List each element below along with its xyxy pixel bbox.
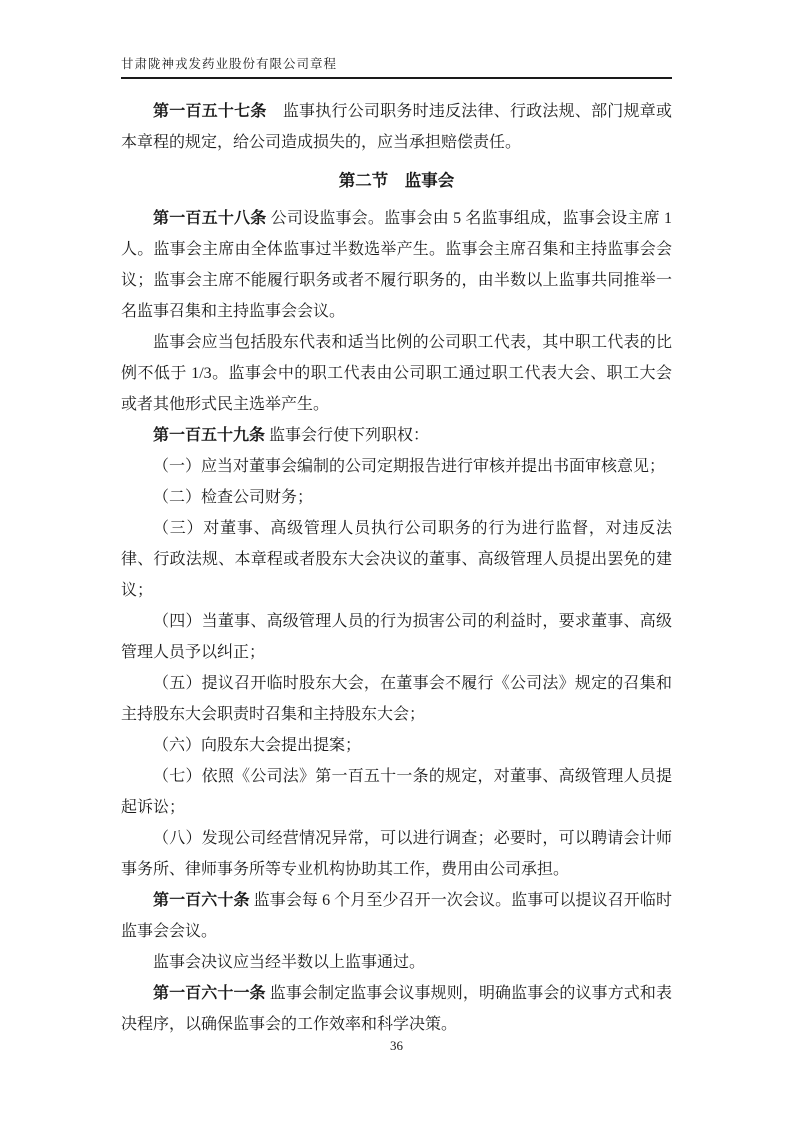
article-text: 监事会每 6 个月至少召开一次会议。监事可以提议召开临时监事会会议。 xyxy=(121,892,672,940)
article-text: 公司设监事会。监事会由 5 名监事组成，监事会设主席 1 人。监事会主席由全体监事过半数选举产生。监事会主席召集和主持监事会会议；监事会主席不能履行职务或者不履行职务的，由半数以上监事共同推举一名监事召集和主持监事会会议。 xyxy=(121,210,672,320)
body-paragraph: 监事会决议应当经半数以上监事通过。 xyxy=(153,954,426,971)
body-paragraph: 监事会应当包括股东代表和适当比例的公司职工代表，其中职工代表的比例不低于 1/3。监事会中的职工代表由公司职工通过职工代表大会、职工大会或者其他形式民主选举产生。 xyxy=(121,334,672,413)
header-title: 甘肃陇神戎发药业股份有限公司章程 xyxy=(121,57,338,71)
page-footer xyxy=(0,1038,793,1054)
body-paragraph: （三）对董事、高级管理人员执行公司职务的行为进行监督，对违反法律、行政法规、本章程或者股东大会决议的董事、高级管理人员提出罢免的建议； xyxy=(121,520,672,599)
document-body xyxy=(121,96,672,1040)
article-number: 第一百六十条 xyxy=(153,892,250,909)
body-paragraph: （四）当董事、高级管理人员的行为损害公司的利益时，要求董事、高级管理人员予以纠正； xyxy=(121,613,672,661)
header-rule xyxy=(121,77,672,79)
article-text: 监事会行使下列职权： xyxy=(269,427,430,444)
article-paragraph xyxy=(121,96,672,158)
page-header xyxy=(121,54,672,79)
body-paragraph: （八）发现公司经营情况异常，可以进行调查；必要时，可以聘请会计师事务所、律师事务所等专业机构协助其工作，费用由公司承担。 xyxy=(121,830,672,878)
article-number: 第一百五十九条 xyxy=(153,427,266,444)
lead-separator xyxy=(267,103,283,120)
article-paragraph xyxy=(121,885,672,947)
body-paragraph: （七）依照《公司法》第一百五十一条的规定，对董事、高级管理人员提起诉讼； xyxy=(121,768,672,816)
article-paragraph xyxy=(121,978,672,1040)
article-number: 第一百五十八条 xyxy=(153,210,267,227)
article-text: 监事会制定监事会议事规则，明确监事会的议事方式和表决程序，以确保监事会的工作效率和科学决策。 xyxy=(121,985,672,1033)
body-paragraph: （六）向股东大会提出提案； xyxy=(153,737,362,754)
article-paragraph xyxy=(121,203,672,327)
section-heading: 第二节 监事会 xyxy=(338,171,455,190)
article-number: 第一百六十一条 xyxy=(153,985,266,1002)
article-paragraph xyxy=(121,420,672,451)
page-number: 36 xyxy=(390,1038,403,1053)
body-paragraph: （二）检查公司财务； xyxy=(153,489,314,506)
body-paragraph: （一）应当对董事会编制的公司定期报告进行审核并提出书面审核意见； xyxy=(153,458,666,475)
article-text: 监事执行公司职务时违反法律、行政法规、部门规章或本章程的规定，给公司造成损失的，应当承担赔偿责任。 xyxy=(121,103,672,151)
article-number: 第一百五十七条 xyxy=(153,103,267,120)
body-paragraph: （五）提议召开临时股东大会，在董事会不履行《公司法》规定的召集和主持股东大会职责时召集和主持股东大会； xyxy=(121,675,672,723)
